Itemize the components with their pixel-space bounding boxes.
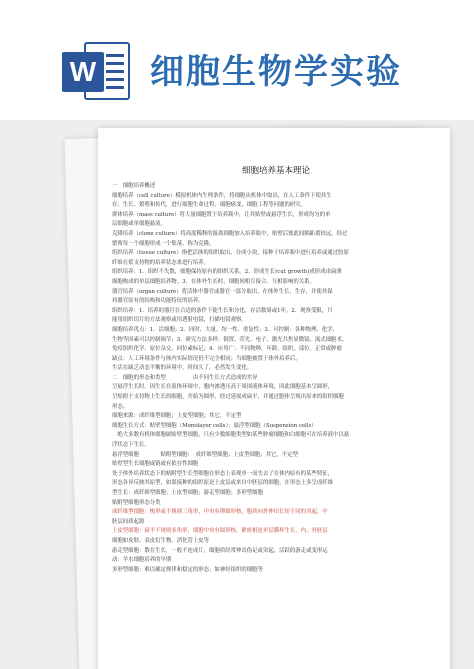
document-line: 多形型细胞：难以确定规律和稳定的形态；如神经组织的细胞等 — [112, 566, 263, 573]
document-line: 动：羊水细胞培养的早期 — [112, 557, 172, 564]
document-line: 悬浮型细胞 贴附型细胞： 成纤维型细胞；上皮型细胞；其它，不定型 — [112, 451, 298, 458]
document-line: 纤维在浆支持物的培养状态来进行培养。 — [112, 259, 210, 266]
document-line: 缺点：人工环境条件与体内实际情况仍不完全相同；当细胞被置于体外培养后， — [112, 355, 301, 362]
document-line: 成纤维型细胞：梭形或不规则三角形，中央有卵圆形核，胞质向外伸出长短不同的突起，中 — [112, 509, 328, 516]
document-line: 免疫组织化学、原位杂交、同位素标记；4．应用广：不同物种，年龄，组织，部位。正常或肿瘤 — [112, 346, 342, 353]
document-line: 克隆培养（clone culture）将高度稀释的游离细胞加入培养瓶中，贴壁后彼此间隔距离较远，经过 — [112, 230, 348, 237]
document-line: 胚层间质起源 — [112, 518, 145, 525]
document-line: 组织培养：1．组织不失散，细胞保持原有的组织关系。2．形成生长(cut growth)成形成由扁薄 — [112, 269, 342, 276]
document-line: 形态各异反映其原型，如果接种的组织原是上皮层或来自中胚层的细胞，在形态上多呈成纤维 — [112, 480, 334, 487]
document-line: 组织培养（tissue culture）指把活体的组织取出，分成小块，接种于培养瓶中进行培养或通过胶原 — [112, 250, 349, 257]
document-line: 生物等因素可以控制调节；3．研究方法多样：倒置、荧光、电子、激光共焦显微镜、流式细胞术、 — [112, 336, 348, 343]
document-line: 细胞如皮肤、表皮衍生物、消化管上皮等 — [112, 537, 210, 544]
document-line: 层细胞或单细胞悬液。 — [112, 221, 166, 228]
word-doc-icon — [62, 38, 132, 104]
document-line: 形态。 — [112, 403, 129, 410]
document-page — [98, 128, 450, 669]
document-line: 生活在缺乏动态平衡的环境中，时间久了，必然发生变化。 — [112, 365, 253, 372]
document-line: 组织培养：1．培养的器官在合适的条件下能生长和分化，存活数周或1年。2．观察受限，只 — [112, 307, 333, 314]
document-line: 呈悬浮生长时，因生长在液体环境中，胞内渗透压高于周围液体环境，因此细胞基本呈圆形， — [112, 384, 334, 391]
document-line: 细胞培养（cell culture）模拟机体内生理条件，将细胞从机体中取出，在人工条件下使其生 — [112, 192, 332, 199]
document-line: 细胞来源：成纤维型细胞；上皮型细胞；其它，不定型 — [112, 413, 242, 420]
page-title: 细胞生物学实验 — [150, 52, 402, 92]
document-line: 细胞培养优点：1．活细胞；2．同时、大量、均一性、重复性；3．可控制：各种物理、化学、 — [112, 326, 338, 333]
document-preview — [0, 120, 474, 669]
document-line: 贴附型细胞形态分类 — [112, 499, 161, 506]
document-title: 细胞培养基本理论 — [241, 166, 310, 176]
document-line: 呈贴附于支持物上生长的细胞，开始为圆形，经过延展成扁平，并通过胞体呈现出原来的组织细胞 — [112, 394, 344, 401]
document-line: 浮状态下生长。 — [112, 442, 150, 449]
document-line: 处于体外培养状态下的贴附型生长型细胞在形态上表现单一而失去了在体内原有的某些特征， — [112, 470, 334, 477]
document-line: 二 细胞的形态和类型 由不同生长方式造成的差异 — [112, 374, 258, 381]
document-line: 细胞生长方式：贴壁型细胞（Monolayer cells）；悬浮型细胞（Suspension cells） — [112, 422, 317, 429]
document-line: 型生长：成纤维型细胞；上皮型细胞；游走型细胞；多形型细胞 — [112, 490, 263, 496]
document-line: 贴壁型生长细胞或链或有依存性细胞 — [112, 461, 199, 468]
word-letter: W — [69, 56, 97, 87]
document-line: 游走型细胞：散在生长，一般不连成片，细胞质经常伸出伪足或突起，活跃的游走或变形运 — [112, 547, 328, 554]
header — [0, 0, 474, 120]
document-line: 器官培养（organ culture）将活体中器官或器官一部分取出，在体外生长、生存，并使其保 — [112, 288, 333, 295]
document-line: 繁殖每一个细胞形成一个集落，称为克隆。 — [112, 240, 215, 247]
document-line: 能用组织切片的方法观察或用透射电镜，扫描电镜观察。 — [112, 317, 247, 324]
document-line: 一 细胞培养概述 — [112, 183, 156, 189]
document-line: 上皮型细胞：扁平不规则多角形，细胞中央有圆形核，紧密相连单层膜样生长，内、外胚层 — [112, 528, 328, 535]
document-line: 持器官原有的结构和功能特征的培养。 — [112, 298, 204, 305]
document-body — [112, 182, 440, 575]
document-line: 绝大多数有机体细胞属贴壁型细胞，只有少数细胞类型如某些肿瘤细胞和白细胞可在培养液中以悬 — [112, 432, 350, 439]
document-line: 存、生长、繁殖和传代，进行细胞生命过程、细胞癌变、细胞工程等问题的研究。 — [112, 202, 307, 209]
document-line: 群体培养（mass culture）将大量细胞置于培养瓶中，让其贴壁或悬浮生长，形成均匀的单 — [112, 211, 331, 218]
document-line: 细胞构成的单层细胞培养物。3．在体外生长时，细胞间相互接合、互相影响的关系。 — [112, 278, 315, 285]
word-letter-tile — [62, 52, 104, 92]
